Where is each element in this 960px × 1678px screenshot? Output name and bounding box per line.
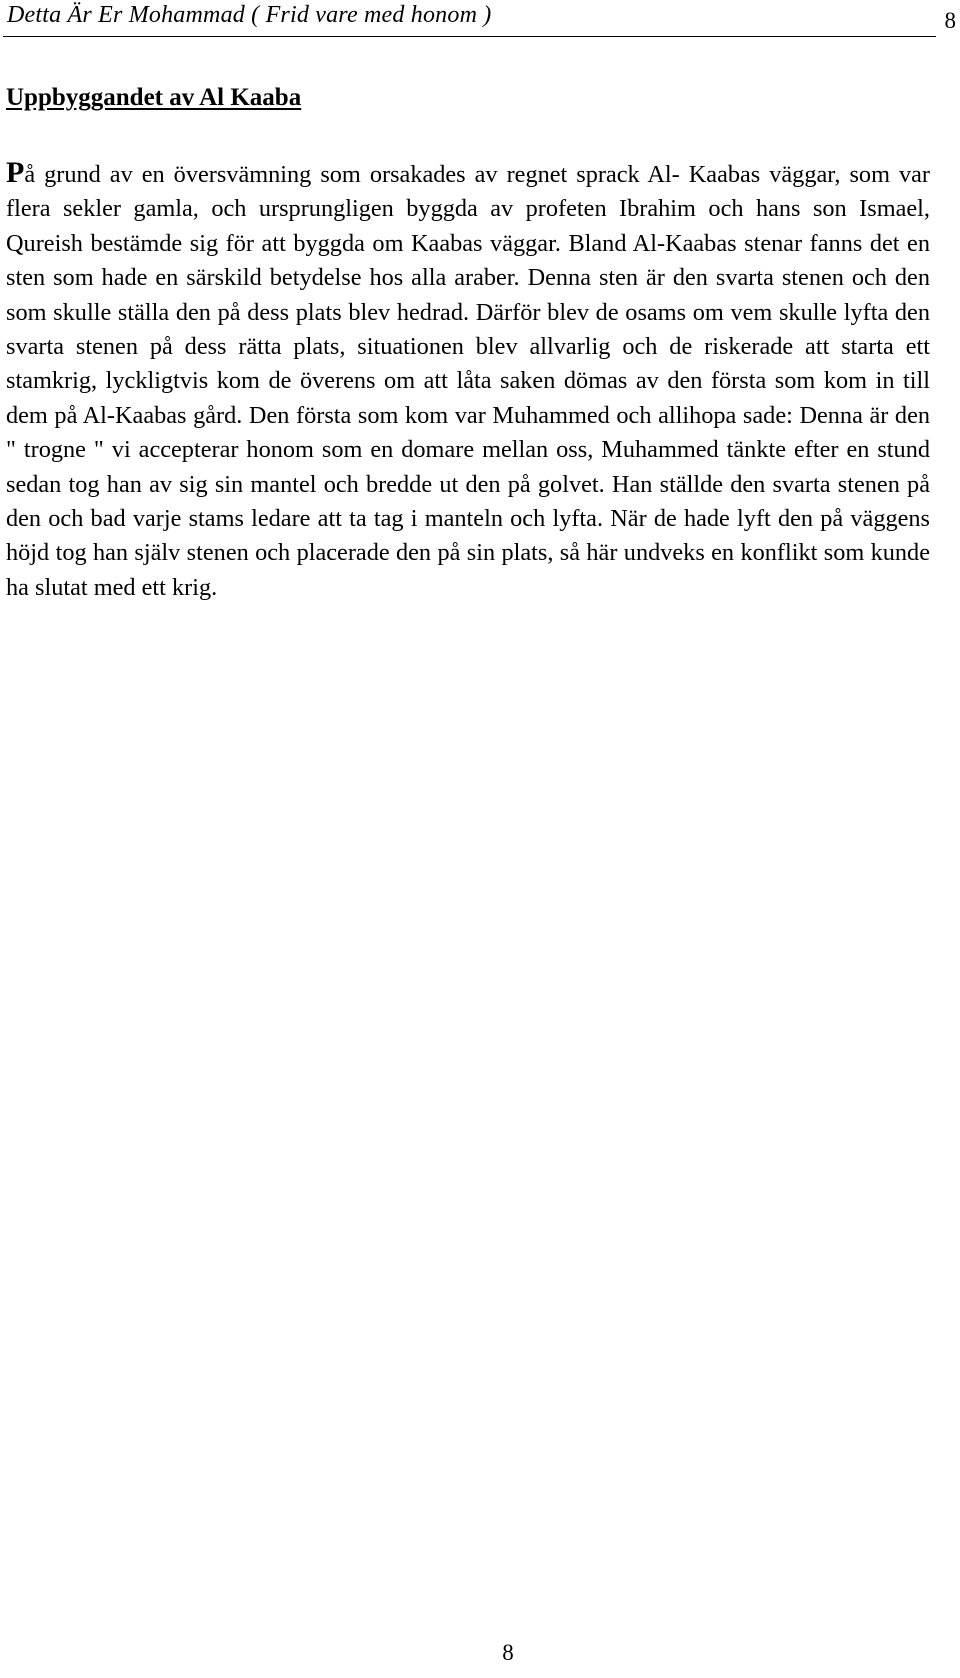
body-text: å grund av en översvämning som orsakades av regnet sprack Al- Kaabas väggar, som var flera sekler gamla, och ursprungligen byggda av profeten Ibrahim och hans son Ismael, Qureish bestämde sig för att byggda om Kaabas väggar. Bland Al-Kaabas stenar fanns det en sten som hade en särskild betydelse hos alla araber. Denna sten är den svarta stenen och den som skulle ställa den på dess plats blev hedrad. Därför blev de osams om vem skulle lyfta den svarta stenen på dess rätta plats, situationen blev allvarlig och de riskerade att starta ett stamkrig, lyckligtvis kom de överens om att låta saken dömas av den första som kom in till dem på Al-Kaabas gård. Den första som kom var Muhammed och allihopa sade: Denna är den " trogne " vi accepterar honom som en domare mellan oss, Muhammed tänkte efter en stund sedan tog han av sig sin mantel och bredde ut den på golvet. Han ställde den svarta stenen på den och bad varje stams ledare att ta tag i manteln och lyfta. När de hade lyft den på väggens höjd tog han själv stenen och placerade den på sin plats, så här undveks en konflikt som kunde ha slutat med ett krig. bbox=[6, 161, 930, 601]
running-header bbox=[3, 0, 956, 37]
body-paragraph bbox=[6, 158, 930, 605]
drop-initial: P bbox=[6, 156, 25, 189]
header-title: Detta Är Er Mohammad ( Frid vare med honom ) bbox=[7, 2, 492, 28]
section-heading: Uppbyggandet av Al Kaaba bbox=[6, 84, 302, 111]
header-page-number: 8 bbox=[944, 8, 956, 33]
footer-page-number: 8 bbox=[502, 1640, 514, 1665]
